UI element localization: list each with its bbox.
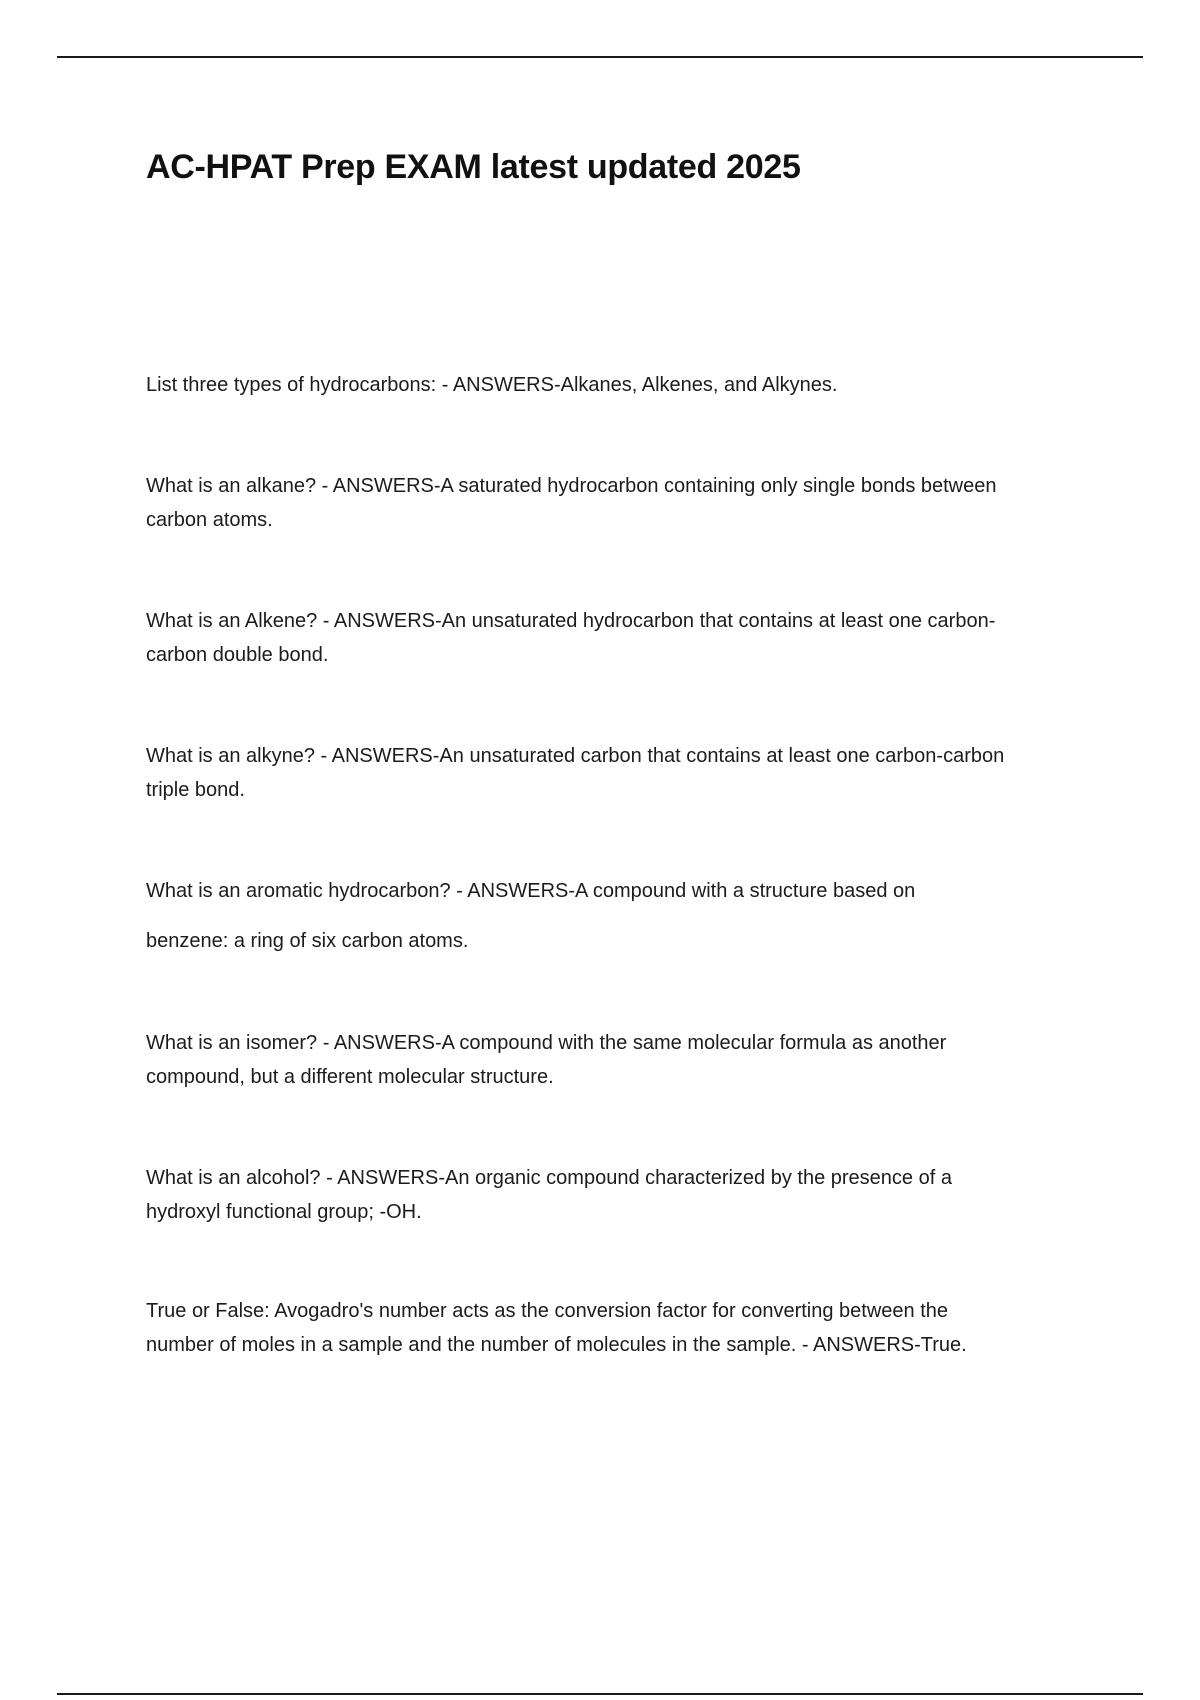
qa-line: carbon double bond. xyxy=(146,644,329,666)
qa-line: benzene: a ring of six carbon atoms. xyxy=(146,930,469,952)
qa-line: What is an aromatic hydrocarbon? - ANSWERS-A compound with a structure based on xyxy=(146,880,916,902)
qa-line: What is an alkyne? - ANSWERS-An unsaturated carbon that contains at least one carbon-carbon xyxy=(146,745,1005,767)
qa-line: carbon atoms. xyxy=(146,509,273,531)
qa-entry-alkyne xyxy=(146,739,1086,807)
footer-rule xyxy=(57,1693,1143,1695)
qa-line: number of moles in a sample and the number of molecules in the sample. - ANSWERS-True. xyxy=(146,1334,967,1356)
qa-line: triple bond. xyxy=(146,779,245,801)
qa-line: What is an alkane? - ANSWERS-A saturated hydrocarbon containing only single bonds between xyxy=(146,475,997,497)
qa-line: What is an alcohol? - ANSWERS-An organic compound characterized by the presence of a xyxy=(146,1167,952,1189)
header-rule xyxy=(57,56,1143,58)
qa-entry-alcohol xyxy=(146,1161,1086,1229)
qa-entry-hydrocarbon-types xyxy=(146,368,1086,402)
qa-entry-alkane xyxy=(146,469,1086,537)
qa-entry-avogadro xyxy=(146,1294,1086,1362)
qa-entry-isomer xyxy=(146,1026,1086,1094)
qa-line: True or False: Avogadro's number acts as the conversion factor for converting between the xyxy=(146,1300,949,1322)
qa-entry-aromatic-hydrocarbon xyxy=(146,866,1086,966)
qa-entry-alkene xyxy=(146,604,1086,672)
page-title: AC-HPAT Prep EXAM latest updated 2025 xyxy=(146,148,801,186)
qa-line: hydroxyl functional group; -OH. xyxy=(146,1201,422,1223)
qa-line: compound, but a different molecular structure. xyxy=(146,1066,554,1088)
qa-line: What is an isomer? - ANSWERS-A compound with the same molecular formula as another xyxy=(146,1032,947,1054)
qa-line: What is an Alkene? - ANSWERS-An unsaturated hydrocarbon that contains at least one carbon- xyxy=(146,610,996,632)
qa-line: List three types of hydrocarbons: - ANSWERS-Alkanes, Alkenes, and Alkynes. xyxy=(146,374,838,396)
